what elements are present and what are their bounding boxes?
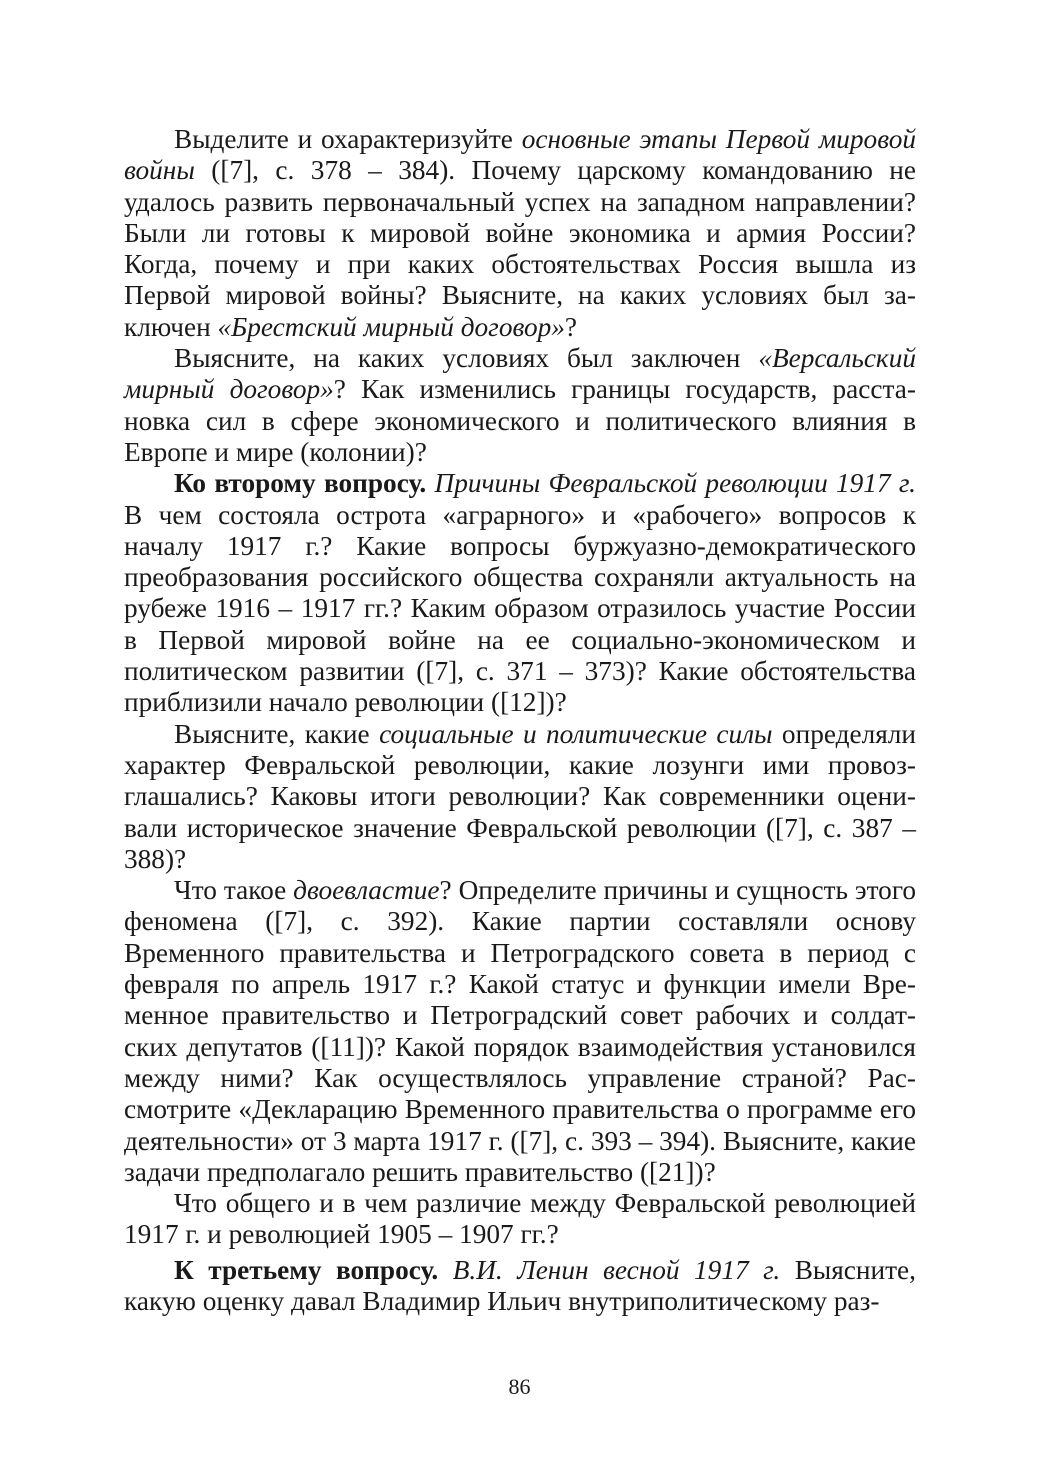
paragraph-dual-power [124,875,916,1188]
document-body [124,124,916,1317]
paragraph-text: Что общего и в чем различие между Февральской революцией 1917 г. и революцией 1905 – 1907 гг.? [124,1188,916,1250]
paragraph-emphasis: В.И. Ленин весной 1917 г. [452,1254,781,1285]
section-heading: Ко второму вопросу. [174,468,427,499]
paragraph-third-question [124,1255,916,1318]
paragraph-emphasis: основные этапы Первой мировой войны [124,124,916,186]
paragraph-emphasis: двоевластие [293,875,440,906]
paragraph-text: Что такое [174,875,294,906]
paragraph-political-forces [124,719,916,875]
paragraph-emphasis: «Брестский мирный договор» [217,311,565,342]
paragraph-wwi-stages [124,124,916,343]
paragraph-versailles [124,343,916,468]
paragraph-text: Выделите и охарактеризуйте [174,124,522,154]
paragraph-text: Выясните, какие [174,718,380,749]
paragraph-text: В чем состояла острота «аграрного» и «рабочего» вопросов к началу 1917 г.? Какие вопросы буржуазно-демократического преобразования российского общества сохраняли актуальность на рубеже 1916 – 1917 гг.? Каким образом отразилось участие России в Первой мировой войне на ее социально-экономическом и политическом развитии ([7], с. 371 – 373)? Какие обстоятельства приблизили начало революции ([12])? [124,499,916,718]
paragraph-text: ([7], с. 378 – 384). Почему царскому командованию не удалось развить первоначальный успех на западном направлении? Были ли готовы к мировой войне экономика и армия России? Когда, почему и при каких обстоятельствах Россия вышла из Первой мировой войны? Выясните, на каких условиях был заключен [124,155,916,342]
section-heading: К третьему вопросу. [174,1254,439,1285]
paragraph-second-question [124,468,916,718]
paragraph-emphasis: социальные и политические силы [379,718,773,749]
paragraph-text: Выясните, какую оценку давал Владимир Ильич внутриполитическому раз- [124,1254,916,1316]
paragraph-text: определяли характер Февральской революции, какие лозунги ими провозглашались? Каковы итоги революции? Как современники оценивали историческое значение Февральской революции ([7], с. 387 – 388)? [124,718,917,874]
paragraph-text: ? Определите причины и сущность этого феномена ([7], с. 392). Какие партии составляли основу Временного правительства и Петроградского совета в период с февраля по апрель 1917 г.? Какой статус и функции имели Временное правительство и Петроградский совет рабочих и солдатских депутатов ([11])? Какой порядок взаимодействия установился между ними? Как осуществлялось управление страной? Рассмотрите «Декларацию Временного правительства о программе его деятельности» от 3 марта 1917 г. ([7], с. 393 – 394). Выясните, какие задачи предполагало решить правительство ([21])? [124,875,916,1187]
paragraph-text [438,1255,452,1285]
paragraph-text: Выясните, на каких условиях был заключен [174,343,759,374]
paragraph-comparison [124,1188,916,1251]
page-number: 86 [508,1374,531,1399]
paragraph-text: ? Как изменились границы государств, расстановка сил в сфере экономического и политического влияния в Европе и мире (колонии)? [124,374,916,467]
paragraph-text: ? [564,311,578,342]
paragraph-emphasis: «Версальский мирный договор» [124,343,916,405]
paragraph-emphasis: Причины Февральской революции 1917 г. [434,468,916,499]
